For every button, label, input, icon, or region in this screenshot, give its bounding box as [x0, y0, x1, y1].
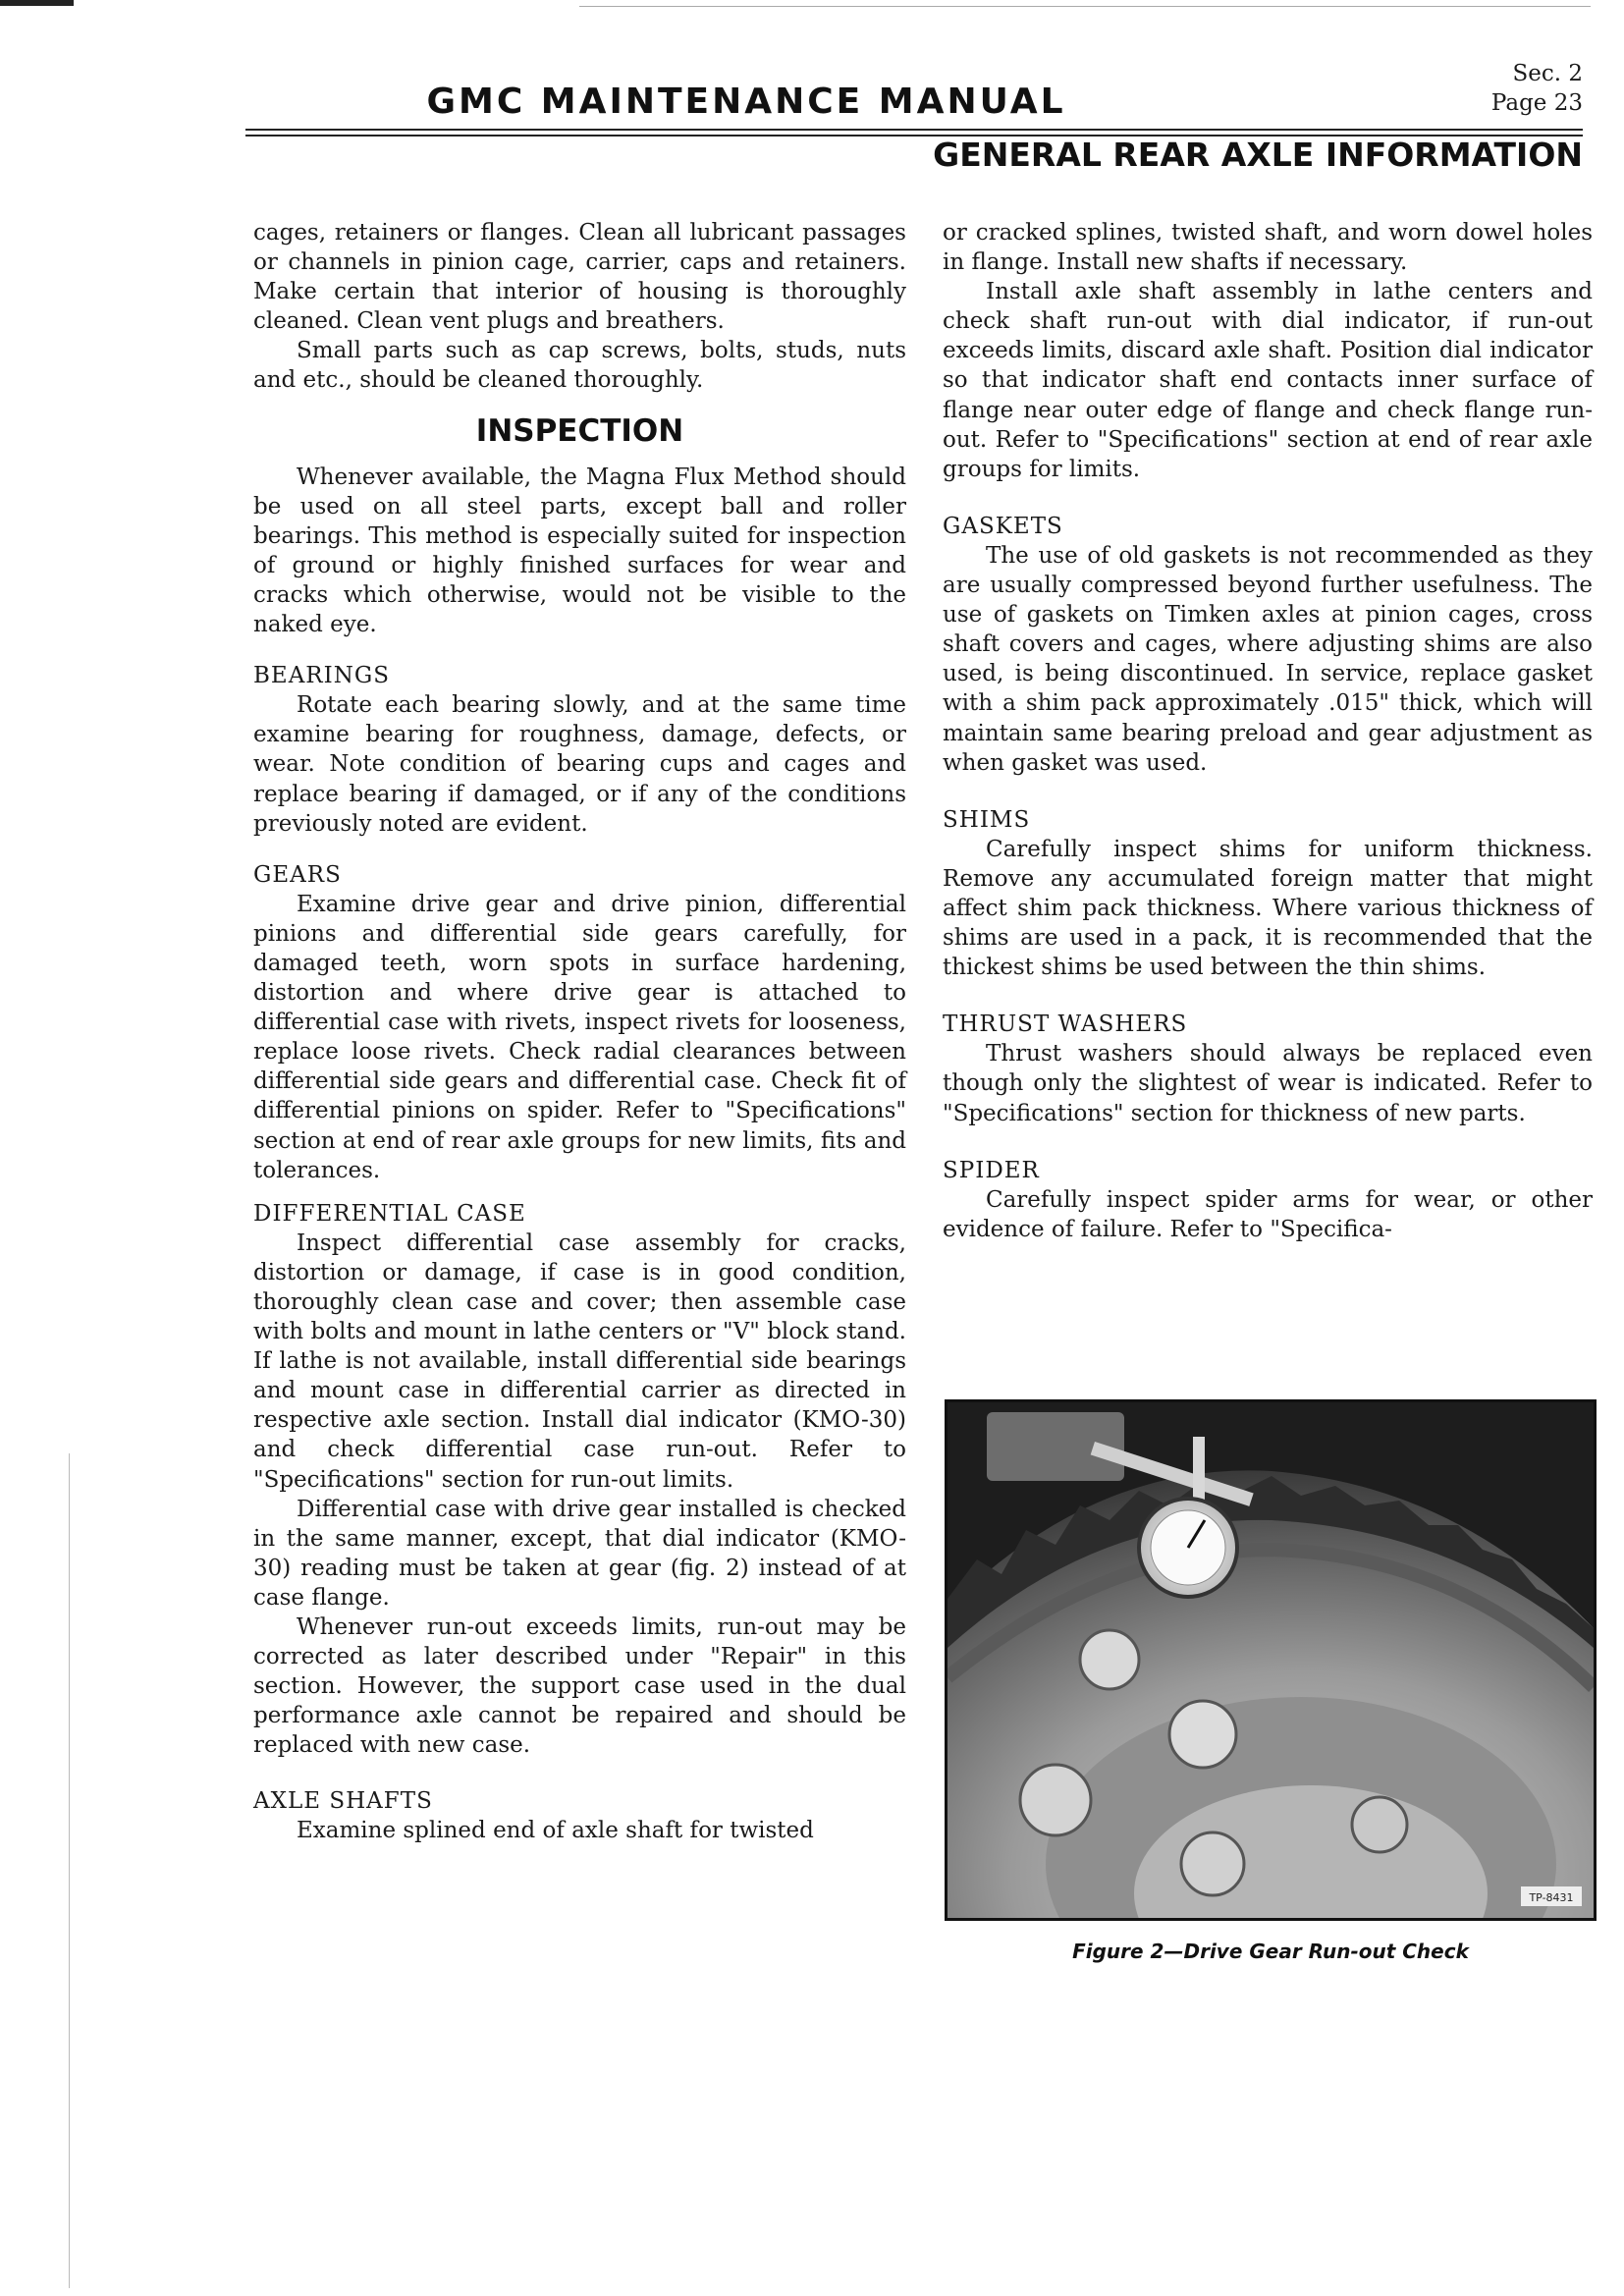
gears-heading: GEARS — [253, 861, 342, 888]
differential-case-heading: DIFFERENTIAL CASE — [253, 1200, 526, 1227]
left-edge-line — [69, 1453, 70, 2288]
photo-tag: TP-8431 — [1529, 1891, 1574, 1904]
section-title: GENERAL REAR AXLE INFORMATION — [933, 136, 1583, 174]
page-number: Page 23 — [1490, 90, 1583, 116]
axle-shafts-heading: AXLE SHAFTS — [253, 1787, 433, 1814]
paragraph: Carefully inspect spider arms for wear, or other evidence of failure. Refer to "Specifica- — [943, 1186, 1593, 1242]
header-rule-top — [245, 129, 1583, 131]
drive-gear-photo — [945, 1399, 1597, 1921]
paragraph: Examine splined end of axle shaft for twisted — [297, 1817, 814, 1843]
paragraph: Install axle shaft assembly in lathe centers and check shaft run-out with dial indicator, if run-out exceeds limits, discard axle shaft. Position dial indicator so that indicator shaft end contacts inner surface of flange near outer edge of flange and check flange run-out. Refer to "Specifications" section at end of rear axle groups for limits. — [943, 279, 1593, 482]
paragraph: cages, retainers or flanges. Clean all lubricant passages or channels in pinion cage, carrier, caps and retainers. Make certain that interior of housing is thoroughly cleaned. Clean vent plugs and breathers. — [253, 220, 906, 335]
paragraph: or cracked splines, twisted shaft, and worn dowel holes in flange. Install new shafts if necessary. — [943, 220, 1593, 276]
manual-title: GMC MAINTENANCE MANUAL — [426, 82, 1066, 122]
left-column — [253, 218, 906, 1845]
spider-heading: SPIDER — [943, 1157, 1040, 1183]
bolt-head — [1181, 1832, 1244, 1895]
paragraph: Carefully inspect shims for uniform thickness. Remove any accumulated foreign matter that might affect shim pack thickness. Where various thickness of shims are used in a pack, it is recommended that the thickest shims be used between the thin shims. — [943, 836, 1593, 981]
paragraph: Differential case with drive gear installed is checked in the same manner, except, that dial indicator (KMO-30) reading must be taken at gear (fig. 2) instead of at case flange. — [253, 1496, 906, 1611]
paragraph: Small parts such as cap screws, bolts, studs, nuts and etc., should be cleaned thoroughly. — [253, 338, 906, 394]
page-reference — [1491, 59, 1583, 118]
shims-heading: SHIMS — [943, 806, 1031, 833]
paragraph: Inspect differential case assembly for cracks, distortion or damage, if case is in good condition, thoroughly clean case and cover; then assemble case with bolts and mount in lathe centers or "V" block stand. If lathe is not available, install differential side bearings and mount case in differential carrier as directed in respective axle section. Install dial indicator (KMO-30) and check differential case run-out. Refer to "Specifications" section for run-out limits. — [253, 1230, 906, 1493]
gear-photo-illustration — [947, 1402, 1594, 1918]
paragraph: The use of old gaskets is not recommended as they are usually compressed beyond further usefulness. The use of gaskets on Timken axles at pinion cages, cross shaft covers and cages, where adjusting shims are also used, is being discontinued. In service, replace gasket with a shim pack approximately .015" thick, which will maintain same bearing preload and gear adjustment as when gasket was used. — [943, 542, 1593, 776]
top-edge-line — [579, 6, 1591, 7]
section-number: Sec. 2 — [1512, 61, 1583, 86]
bolt-head — [1169, 1701, 1236, 1768]
right-column — [943, 218, 1593, 1244]
page-edge-mark — [0, 0, 74, 6]
bolt-head — [1080, 1630, 1139, 1689]
gaskets-heading: GASKETS — [943, 513, 1063, 539]
bearings-heading: BEARINGS — [253, 663, 390, 689]
figure-caption: Figure 2—Drive Gear Run-out Check — [1072, 1940, 1469, 1963]
bolt-head — [1020, 1765, 1091, 1835]
paragraph: Thrust washers should always be replaced even though only the slightest of wear is indicated. Refer to "Specifications" section for thickness of new parts. — [943, 1041, 1593, 1126]
paragraph: Rotate each bearing slowly, and at the same time examine bearing for roughness, damage, defects, or wear. Note condition of bearing cups and cages and replace bearing if damaged, or if any of the conditions previously noted are evident. — [253, 692, 906, 837]
paragraph: Whenever run-out exceeds limits, run-out may be corrected as later described under "Repair" in this section. However, the support case used in the dual performance axle cannot be repaired and should be replaced with new case. — [253, 1614, 906, 1759]
thrust-washers-heading: THRUST WASHERS — [943, 1011, 1188, 1038]
bolt-head — [1352, 1797, 1407, 1852]
inspection-heading: INSPECTION — [475, 412, 684, 449]
paragraph: Whenever available, the Magna Flux Method should be used on all steel parts, except ball and roller bearings. This method is especially suited for inspection of ground or highly finished surfaces for wear and cracks which otherwise, would not be visible to the naked eye. — [253, 464, 906, 638]
paragraph: Examine drive gear and drive pinion, differential pinions and differential side gears carefully, for damaged teeth, worn spots in surface hardening, distortion and where drive gear is attached to differential case with rivets, inspect rivets for looseness, replace loose rivets. Check radial clearances between differential side gears and differential case. Check fit of differential pinions on spider. Refer to "Specifications" section at end of rear axle groups for new limits, fits and tolerances. — [253, 891, 906, 1183]
